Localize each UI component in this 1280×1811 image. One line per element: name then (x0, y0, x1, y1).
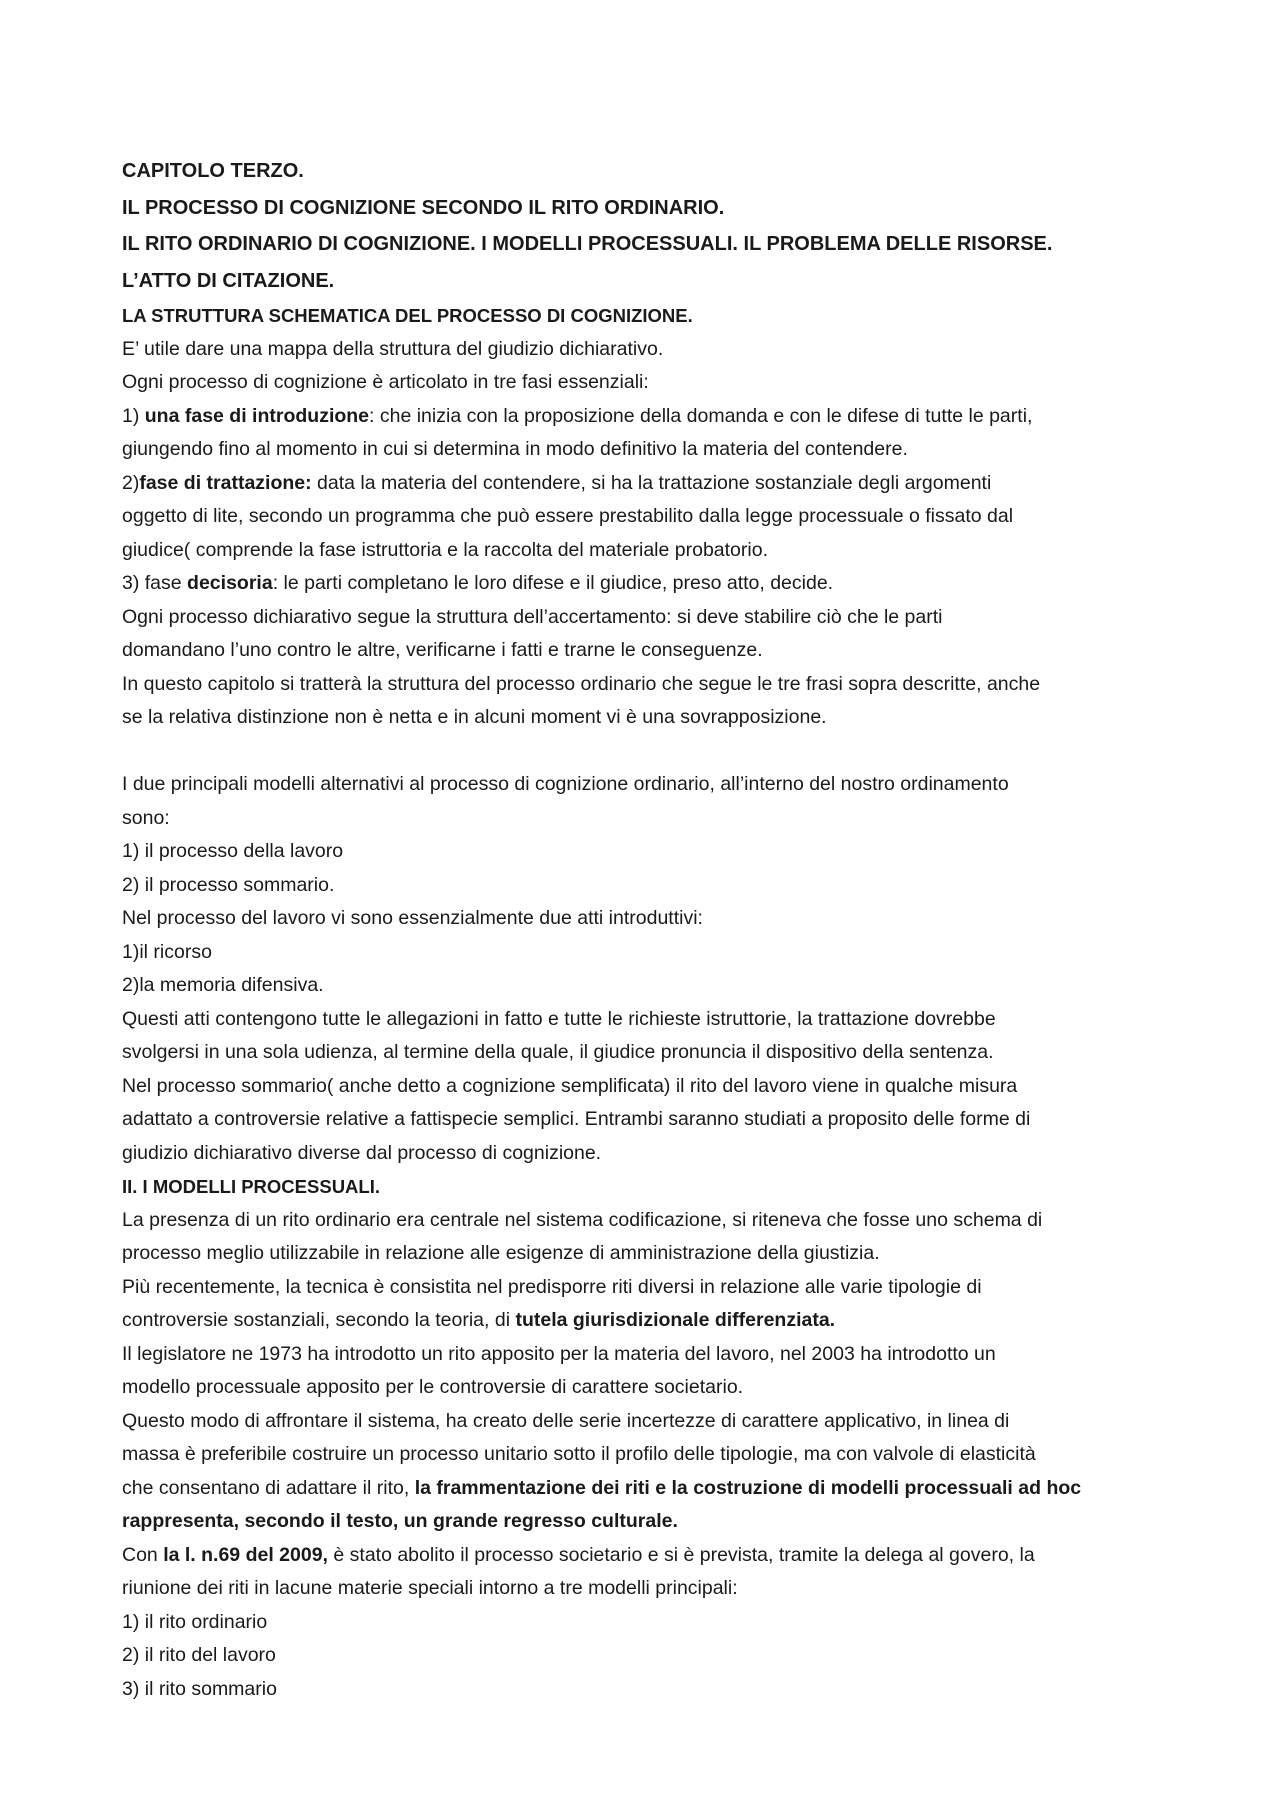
list-item: 1) il processo della lavoro (122, 840, 344, 862)
paragraph-line: riunione dei riti in lacune materie speciali intorno a tre modelli principali: (122, 1577, 738, 1599)
bold-term: fase di trattazione: (139, 471, 312, 494)
document-page (122, 153, 1172, 1706)
paragraph-line: massa è preferibile costruire un processo unitario sotto il profilo delle tipologie, ma con valvole di elasticità (122, 1443, 1036, 1465)
paragraph-line: Ogni processo dichiarativo segue la struttura dell’accertamento: si deve stabilire ciò che le parti (122, 605, 943, 628)
section-title: LA STRUTTURA SCHEMATICA DEL PROCESSO DI COGNIZIONE. (122, 305, 693, 326)
bold-term: rappresenta, secondo il testo, un grande regresso culturale. (122, 1510, 678, 1532)
list-item: 2) il processo sommario. (122, 873, 335, 896)
list-item (122, 567, 1172, 601)
list-prefix: 1) (122, 404, 145, 427)
paragraph-line: sono: (122, 806, 170, 829)
paragraph-line (122, 1505, 1172, 1539)
paragraph-line: Nel processo sommario( anche detto a cognizione semplificata) il rito del lavoro viene in qualche misura (122, 1074, 1018, 1097)
paragraph-line: giudice( comprende la fase istruttoria e la raccolta del materiale probatorio. (122, 538, 768, 561)
paragraph-line: giudizio dichiarativo diverse dal processo di cognizione. (122, 1141, 602, 1164)
list-item: 1)il ricorso (122, 940, 212, 963)
paragraph-line: adattato a controversie relative a fattispecie semplici. Entrambi saranno studiati a proposito delle forme di (122, 1108, 1031, 1130)
blank-line (122, 735, 1172, 769)
list-item (122, 400, 1172, 434)
plain-text: che consentano di adattare il rito, (122, 1476, 415, 1499)
paragraph-line: Il legislatore ne 1973 ha introdotto un rito apposito per la materia del lavoro, nel 2003 ha introdotto un (122, 1342, 996, 1365)
list-prefix: 3) fase (122, 572, 188, 594)
paragraph-line: I due principali modelli alternativi al processo di cognizione ordinario, all’interno del nostro ordinamento (122, 773, 1009, 795)
chapter-subheading: IL PROCESSO DI COGNIZIONE SECONDO IL RITO ORDINARIO. (122, 196, 725, 219)
bold-term: una fase di introduzione (144, 404, 370, 427)
chapter-heading: CAPITOLO TERZO. (122, 160, 304, 182)
paragraph-line: oggetto di lite, secondo un programma che può essere prestabilito dalla legge processuale o fissato dal (122, 505, 1014, 527)
list-prefix: 2) (122, 471, 140, 494)
paragraph-line: Più recentemente, la tecnica è consistita nel predisporre riti diversi in relazione alle varie tipologie di (122, 1275, 982, 1298)
bold-term: tutela giurisdizionale differenziata. (515, 1309, 836, 1331)
section-title: II. I MODELLI PROCESSUALI. (122, 1176, 380, 1197)
paragraph-line: Ogni processo di cognizione è articolato in tre fasi essenziali: (122, 371, 649, 393)
chapter-subheading: L’ATTO DI CITAZIONE. (122, 269, 335, 292)
paragraph-line: Questo modo di affrontare il sistema, ha creato delle serie incertezze di carattere applicativo, in linea di (122, 1409, 1010, 1432)
paragraph-line: E’ utile dare una mappa della struttura del giudizio dichiarativo. (122, 337, 664, 360)
plain-text: Con (122, 1543, 164, 1566)
bold-term: la l. n.69 del 2009, (163, 1543, 328, 1566)
bold-term: la frammentazione dei riti e la costruzione di modelli processuali ad hoc (414, 1476, 1082, 1499)
paragraph-line (122, 1304, 1172, 1338)
paragraph-line: La presenza di un rito ordinario era centrale nel sistema codificazione, si riteneva che fosse uno schema di (122, 1208, 1043, 1231)
chapter-subheading: IL RITO ORDINARIO DI COGNIZIONE. I MODELLI PROCESSUALI. IL PROBLEMA DELLE RISORSE. (122, 233, 1053, 255)
plain-text: controversie sostanziali, secondo la teoria, di (122, 1309, 516, 1331)
list-item: 3) il rito sommario (122, 1677, 277, 1700)
list-item: 2)la memoria difensiva. (122, 974, 324, 996)
paragraph-line: Questi atti contengono tutte le allegazioni in fatto e tutte le richieste istruttorie, la trattazione dovrebbe (122, 1007, 996, 1030)
paragraph-line (122, 1539, 1172, 1573)
paragraph-line: In questo capitolo si tratterà la struttura del processo ordinario che segue le tre frasi sopra descritte, anche (122, 672, 1041, 695)
list-item: 2) il rito del lavoro (122, 1644, 276, 1666)
list-text: : che inizia con la proposizione della domanda e con le difese di tutte le parti, (369, 404, 1033, 427)
paragraph-line: processo meglio utilizzabile in relazione alle esigenze di amministrazione della giustizia. (122, 1242, 880, 1264)
paragraph-line: domandano l’uno contro le altre, verificarne i fatti e trarne le conseguenze. (122, 639, 763, 661)
paragraph-line: modello processuale apposito per le controversie di carattere societario. (122, 1376, 744, 1398)
bold-term: decisoria (187, 572, 273, 594)
list-text: data la materia del contendere, si ha la trattazione sostanziale degli argomenti (311, 471, 992, 494)
paragraph-line: Nel processo del lavoro vi sono essenzialmente due atti introduttivi: (122, 907, 703, 929)
list-item: 1) il rito ordinario (122, 1610, 268, 1633)
paragraph-line: se la relativa distinzione non è netta e in alcuni moment vi è una sovrapposizione. (122, 706, 827, 728)
paragraph-line: svolgersi in una sola udienza, al termine della quale, il giudice pronuncia il dispositivo della sentenza. (122, 1041, 994, 1063)
plain-text: è stato abolito il processo societario e si è prevista, tramite la delega al govero, la (327, 1543, 1035, 1566)
paragraph-line: giungendo fino al momento in cui si determina in modo definitivo la materia del contendere. (122, 438, 908, 460)
paragraph-line (122, 1472, 1172, 1506)
list-item (122, 467, 1172, 501)
list-text: : le parti completano le loro difese e il giudice, preso atto, decide. (272, 572, 834, 594)
